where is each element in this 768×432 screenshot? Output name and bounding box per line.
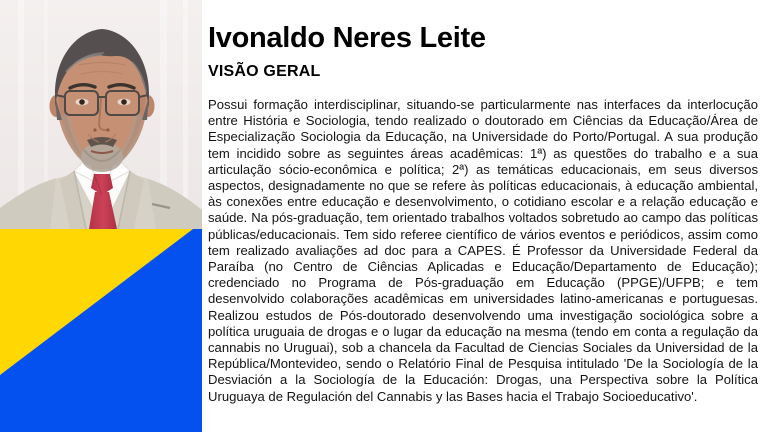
diagonal-shapes-graphic [0,229,202,432]
decorative-diagonal-block [0,229,202,432]
portrait-photo-graphic [0,0,202,229]
overview-paragraph: Possui formação interdisciplinar, situando-se particularmente nas interfaces da interlocução entre História e Sociologia, tendo realizado o doutorado em Ciências da Educação/Área de Especialização Sociologia da Educação, na Universidade do Porto/Portugal. A sua produção tem incidido sobre as seguintes áreas acadêmicas: 1ª) as questões do trabalho e a sua articulação sócio-econômica e política; 2ª) as temáticas educacionais, em seus diversos aspectos, designadamente no que se refere às políticas educacionais, à educação ambiental, às conexões entre educação e desenvolvimento, o cotidiano escolar e a relação educação e saúde. Na pós-graduação, tem orientado trabalhos voltados sobretudo ao campo das políticas públicas/educacionais. Tem sido referee científico de vários eventos e periódicos, assim como tem realizado avaliações ad doc para a CAPES. É Professor da Universidade Federal da Paraíba (no Centro de Ciências Aplicadas e Educação/Departamento de Educação); credenciado no Programa de Pós-graduação em Educação (PPGE)/UFPB; e tem desenvolvido colaborações acadêmicas em universidades latino-americanas e portuguesas. Realizou estudos de Pós-doutorado desenvolvendo uma investigação sociológica sobre a política uruguaia de drogas e o lugar da educação na mesma (tendo em conta a regulação da cannabis no Uruguai), sob a chancela da Facultad de Ciencias Sociales da Universidad de la República/Montevideo, sendo o Relatório Final de Pesquisa intitulado 'De la Sociología de la Desviación a la Sociología de la Educación: Drogas, una Perspectiva sobre la Política Uruguaya de Regulación del Cannabis y las Bases hacia el Trabajo Socioeducativo'. [208,97,758,404]
section-heading-visao-geral: VISÃO GERAL [208,63,321,80]
profile-photo [0,0,202,229]
profile-content [208,0,758,432]
page-title: Ivonaldo Neres Leite [208,22,486,54]
left-column [0,0,202,432]
